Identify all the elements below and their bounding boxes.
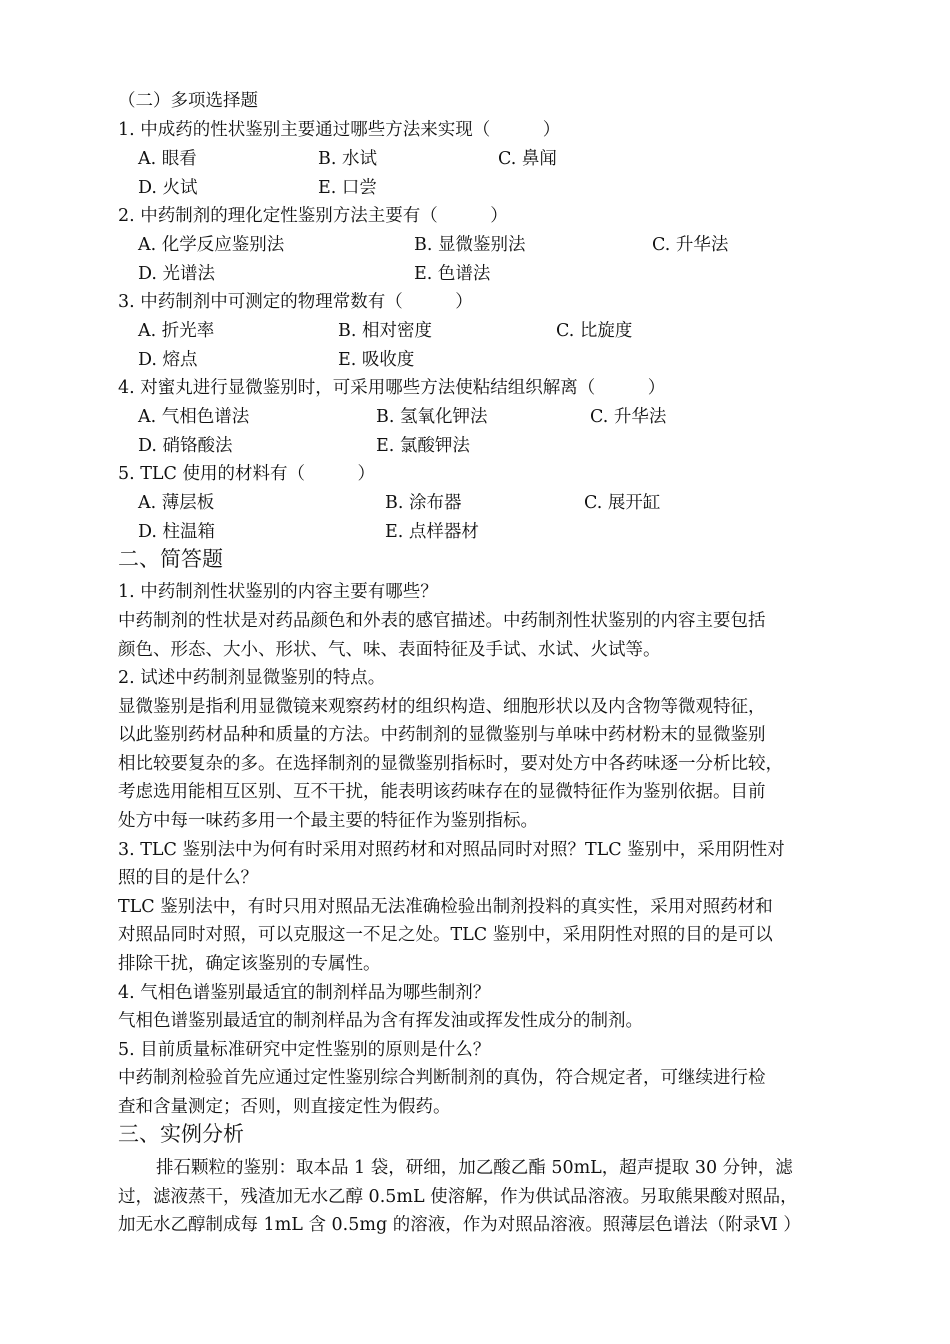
- option: C. 比旋度: [556, 321, 633, 341]
- section-title-case-analysis: 三、实例分析: [118, 1122, 244, 1146]
- short-question: 4. 气相色谱鉴别最适宜的制剂样品为哪些制剂？: [118, 983, 491, 1003]
- option: B. 氢氧化钾法: [376, 407, 488, 427]
- option: A. 气相色谱法: [138, 407, 250, 427]
- option: A. 化学反应鉴别法: [138, 235, 285, 255]
- option: A. 眼看: [138, 149, 197, 169]
- option: D. 熔点: [138, 350, 198, 370]
- option: C. 展开缸: [584, 493, 661, 513]
- short-answer-line: 气相色谱鉴别最适宜的制剂样品为含有挥发油或挥发性成分的制剂。: [118, 1011, 643, 1031]
- short-answer-line: 以此鉴别药材品种和质量的方法。中药制剂的显微鉴别与单味中药材粉末的显微鉴别: [118, 725, 766, 745]
- option: E. 色谱法: [414, 264, 491, 284]
- question-stem: 1. 中成药的性状鉴别主要通过哪些方法来实现（ ）: [118, 120, 561, 140]
- option: C. 升华法: [652, 235, 729, 255]
- short-answer-line: 查和含量测定；否则，则直接定性为假药。: [118, 1097, 451, 1117]
- option: D. 火试: [138, 178, 198, 198]
- case-text-line: 排石颗粒的鉴别：取本品 1 袋，研细，加乙酸乙酯 50mL，超声提取 30 分钟，滤: [156, 1158, 793, 1178]
- option: D. 柱温箱: [138, 522, 216, 542]
- option: B. 涂布器: [385, 493, 462, 513]
- short-question: 2. 试述中药制剂显微鉴别的特点。: [118, 668, 386, 688]
- question-stem: 3. 中药制剂中可测定的物理常数有（ ）: [118, 292, 473, 312]
- option: E. 点样器材: [385, 522, 479, 542]
- case-text-line: 加无水乙醇制成每 1mL 含 0.5mg 的溶液，作为对照品溶液。照薄层色谱法（附录Ⅵ ）: [118, 1215, 801, 1235]
- short-answer-line: 颜色、形态、大小、形状、气、味、表面特征及手试、水试、火试等。: [118, 640, 661, 660]
- short-answer-line: 对照品同时对照，可以克服这一不足之处。TLC 鉴别中，采用阴性对照的目的是可以: [118, 925, 773, 945]
- short-answer-line: 处方中每一味药多用一个最主要的特征作为鉴别指标。: [118, 811, 538, 831]
- option: B. 相对密度: [338, 321, 432, 341]
- short-answer-line: TLC 鉴别法中，有时只用对照品无法准确检验出制剂投料的真实性，采用对照药材和: [118, 897, 773, 917]
- option: A. 折光率: [138, 321, 215, 341]
- short-question: 3. TLC 鉴别法中为何有时采用对照药材和对照品同时对照？TLC 鉴别中，采用阴性对: [118, 840, 785, 860]
- short-question: 照的目的是什么？: [118, 868, 258, 888]
- section-title-short-answer: 二、简答题: [118, 547, 223, 571]
- question-stem: 2. 中药制剂的理化定性鉴别方法主要有（ ）: [118, 206, 508, 226]
- option: B. 显微鉴别法: [414, 235, 526, 255]
- option: D. 硝铬酸法: [138, 436, 233, 456]
- section-title-multiple-choice: （二）多项选择题: [118, 91, 258, 111]
- short-question: 1. 中药制剂性状鉴别的内容主要有哪些？: [118, 582, 438, 602]
- option: A. 薄层板: [138, 493, 215, 513]
- short-answer-line: 相比较要复杂的多。在选择制剂的显微鉴别指标时，要对处方中各药味逐一分析比较，: [118, 754, 783, 774]
- option: C. 升华法: [590, 407, 667, 427]
- short-answer-line: 中药制剂检验首先应通过定性鉴别综合判断制剂的真伪，符合规定者，可继续进行检: [118, 1068, 766, 1088]
- short-answer-line: 显微鉴别是指利用显微镜来观察药材的组织构造、细胞形状以及内含物等微观特征，: [118, 697, 766, 717]
- question-stem: 4. 对蜜丸进行显微鉴别时，可采用哪些方法使粘结组织解离（ ）: [118, 378, 666, 398]
- option: D. 光谱法: [138, 264, 216, 284]
- question-stem: 5. TLC 使用的材料有（ ）: [118, 464, 376, 484]
- short-answer-line: 考虑选用能相互区别、互不干扰，能表明该药味存在的显微特征作为鉴别依据。目前: [118, 782, 766, 802]
- option: C. 鼻闻: [498, 149, 557, 169]
- case-text-line: 过，滤液蒸干，残渣加无水乙醇 0.5mL 使溶解，作为供试品溶液。另取熊果酸对照品，: [118, 1187, 798, 1207]
- short-answer-line: 中药制剂的性状是对药品颜色和外表的感官描述。中药制剂性状鉴别的内容主要包括: [118, 611, 766, 631]
- option: E. 口尝: [318, 178, 377, 198]
- short-answer-line: 排除干扰，确定该鉴别的专属性。: [118, 954, 381, 974]
- short-question: 5. 目前质量标准研究中定性鉴别的原则是什么？: [118, 1040, 491, 1060]
- option: B. 水试: [318, 149, 377, 169]
- option: E. 吸收度: [338, 350, 415, 370]
- option: E. 氯酸钾法: [376, 436, 470, 456]
